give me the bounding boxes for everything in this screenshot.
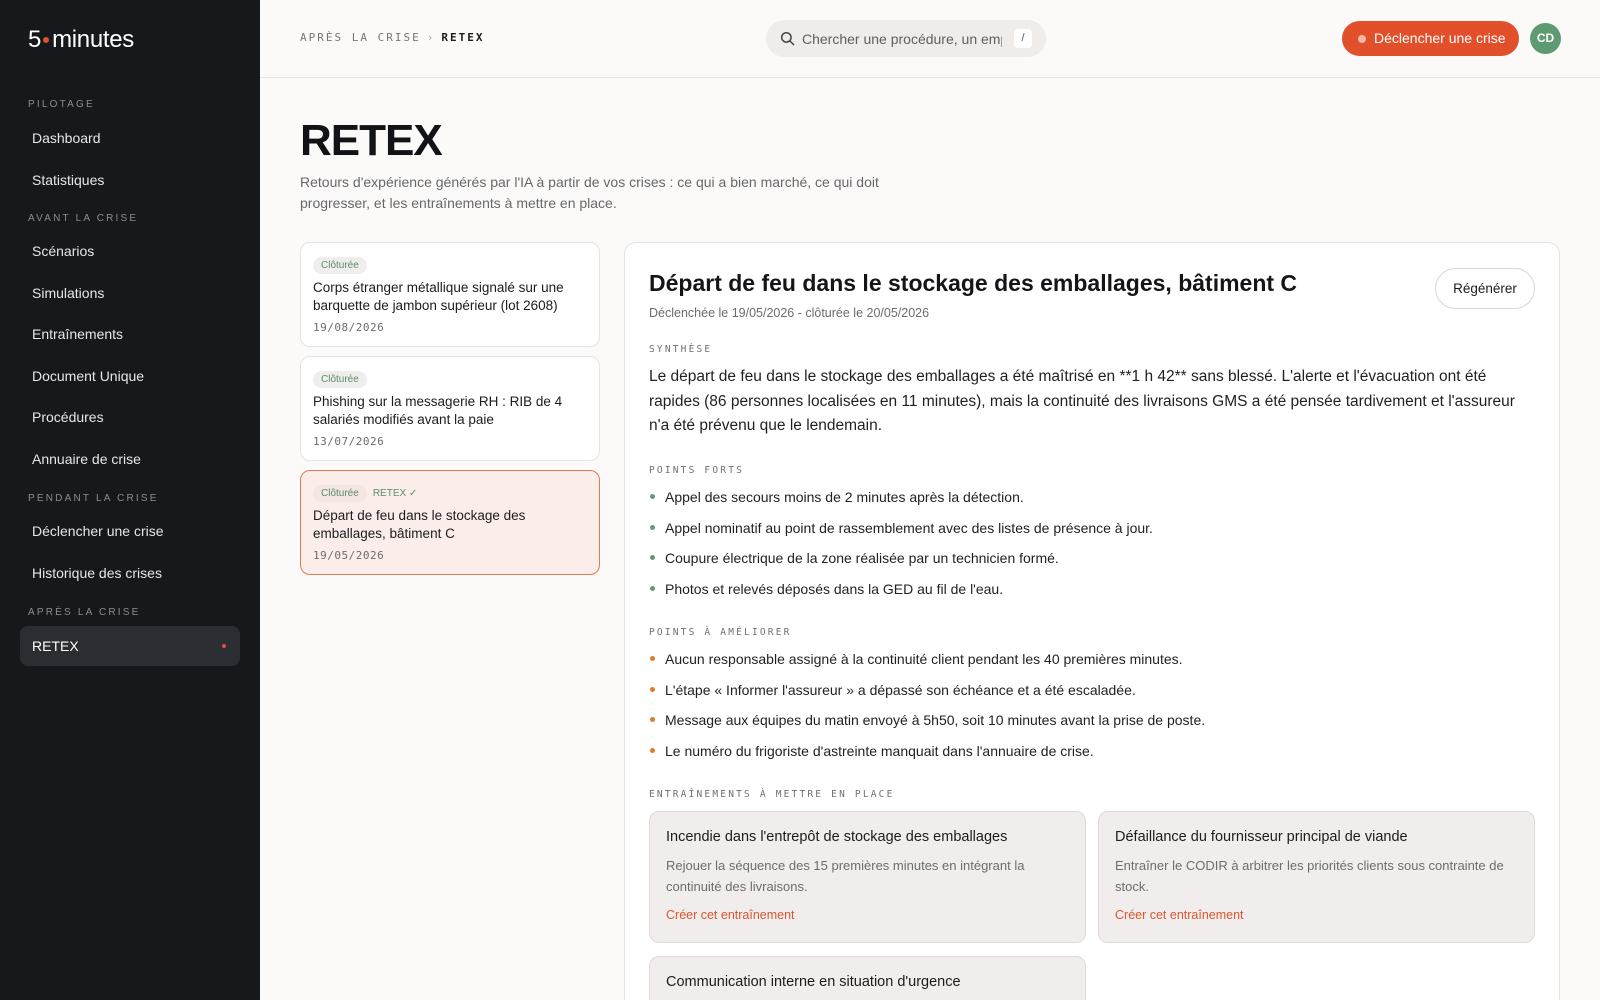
page-description: Retours d'expérience générés par l'IA à partir de vos crises : ce qui a bien marché, ce qui doit progresser, et les entraînements à mettre en place. [300,174,879,211]
card-badges [313,255,367,274]
trainings-label: ENTRAÎNEMENTS À METTRE EN PLACE [649,789,895,800]
bullet-dot [650,748,655,753]
breadcrumb-parent[interactable]: APRÈS LA CRISE [300,31,421,44]
list-item [649,680,1529,711]
search-bar[interactable] [766,20,1046,57]
declencher-crise-button[interactable] [1342,21,1519,56]
retex-detail-panel [624,242,1560,1000]
crisis-date: 13/07/2026 [313,435,385,448]
detail-meta: Déclenchée le 19/05/2026 - clôturée le 20/05/2026 [649,306,930,320]
list-item [649,518,1529,549]
active-indicator-dot [222,644,226,648]
sidebar-item-document-unique[interactable]: Document Unique [32,368,145,384]
create-training-link[interactable]: Créer cet entraînement [666,908,795,922]
sidebar [0,0,260,1000]
strength-text: Photos et relevés déposés dans la GED au fil de l'eau. [665,580,1004,597]
improvement-text: Le numéro du frigoriste d'astreinte manquait dans l'annuaire de crise. [665,742,1094,759]
logo[interactable] [28,26,134,54]
training-title: Incendie dans l'entrepôt de stockage des emballages [666,829,1008,845]
status-badge: Clôturée [313,257,367,274]
bullet-dot [650,717,655,722]
nav-section-pilotage: PILOTAGE [28,99,95,110]
search-input[interactable] [802,20,1002,57]
training-card [649,811,1086,943]
list-item [649,710,1529,741]
crisis-card[interactable] [300,356,600,461]
bullet-dot [650,687,655,692]
sidebar-item-historique[interactable]: Historique des crises [32,565,162,581]
list-item [649,487,1529,518]
sidebar-item-simulations[interactable]: Simulations [32,285,105,301]
nav-section-avant: AVANT LA CRISE [28,213,139,224]
create-training-link[interactable]: Créer cet entraînement [1115,908,1244,922]
bullet-dot [650,525,655,530]
crisis-card-selected[interactable] [300,470,600,575]
detail-title: Départ de feu dans le stockage des emballages, bâtiment C [649,270,1298,296]
logo-number: 5 [28,26,42,53]
improvement-text: Aucun responsable assigné à la continuité client pendant les 40 premières minutes. [665,651,1183,667]
crisis-date: 19/08/2026 [313,321,385,334]
breadcrumb-current: RETEX [441,31,485,44]
crisis-title: Corps étranger métallique signalé sur une barquette de jambon supérieur (lot 2608) [313,280,564,313]
breadcrumb [300,31,484,44]
nav-section-pendant: PENDANT LA CRISE [28,493,159,504]
status-badge: Clôturée [313,485,367,502]
list-item [649,649,1529,680]
list-item [649,548,1529,579]
strength-text: Coupure électrique de la zone réalisée par un technicien formé. [665,550,1059,566]
bullet-dot [650,555,655,560]
crisis-card[interactable] [300,242,600,347]
card-badges [313,483,417,502]
avatar[interactable]: CD [1530,23,1561,54]
crisis-title: Phishing sur la messagerie RH : RIB de 4 salariés modifiés avant la paie [313,394,563,427]
strength-text: Appel des secours moins de 2 minutes après la détection. [665,489,1024,505]
page-title: RETEX [300,116,442,165]
training-title: Communication interne en situation d'urgence [666,974,961,990]
retex-done-badge: RETEX ✓ [372,488,418,499]
sidebar-item-scenarios[interactable]: Scénarios [32,243,95,259]
card-badges [313,369,367,388]
training-card [649,956,1086,1000]
bullet-dot [650,656,655,661]
logo-word: minutes [52,26,134,53]
training-description: Entraîner le CODIR à arbitrer les priorités clients sous contrainte de stock. [1115,858,1504,894]
declencher-crise-label: Déclencher une crise [1374,30,1506,46]
strength-text: Appel nominatif au point de rassemblement avec des listes de présence à jour. [665,519,1153,536]
bullet-dot [650,586,655,591]
list-item [649,741,1529,772]
nav-section-apres: APRÈS LA CRISE [28,607,141,618]
improvement-text: L'étape « Informer l'assureur » a dépassé son échéance et a été escaladée. [665,681,1136,698]
sidebar-item-retex[interactable] [20,626,240,666]
sidebar-item-annuaire[interactable]: Annuaire de crise [32,451,141,467]
sidebar-item-procedures[interactable]: Procédures [32,409,104,425]
synthese-text: Le départ de feu dans le stockage des emballages a été maîtrisé en **1 h 42** sans blessé. L'alerte et l'évacuation ont été rapides (86 personnes localisées en 11 minutes), mais la continuité des livraisons GMS a été pensée tardivement et l'assureur n'a été prévenu que le lendemain. [649,368,1515,434]
training-card [1098,811,1535,943]
topbar [260,0,1600,78]
improvements-label: POINTS À AMÉLIORER [649,627,792,638]
bullet-dot [650,494,655,499]
sidebar-item-dashboard[interactable]: Dashboard [32,130,101,146]
sidebar-item-label: RETEX [32,638,79,654]
breadcrumb-separator: › [426,31,436,44]
crisis-title: Départ de feu dans le stockage des emballages, bâtiment C [313,508,526,541]
status-badge: Clôturée [313,371,367,388]
regenerate-button[interactable]: Régénérer [1435,268,1535,309]
strengths-label: POINTS FORTS [649,465,745,476]
logo-dot [43,37,49,43]
improvement-text: Message aux équipes du matin envoyé à 5h50, soit 10 minutes avant la prise de poste. [665,712,1206,728]
search-shortcut-key: / [1014,29,1032,48]
training-title: Défaillance du fournisseur principal de viande [1115,829,1408,845]
list-item [649,579,1529,610]
synthese-label: SYNTHÈSE [649,344,713,355]
sidebar-item-entrainements[interactable]: Entraînements [32,326,124,342]
training-description: Rejouer la séquence des 15 premières minutes en intégrant la continuité des livraisons. [666,858,1025,894]
strengths-list [649,487,1529,609]
sidebar-item-statistiques[interactable]: Statistiques [32,172,105,188]
crisis-date: 19/05/2026 [313,549,385,562]
sidebar-item-declencher[interactable]: Déclencher une crise [32,523,164,539]
improvements-list [649,649,1529,771]
alert-dot-icon [1358,35,1366,43]
search-icon [780,31,795,46]
